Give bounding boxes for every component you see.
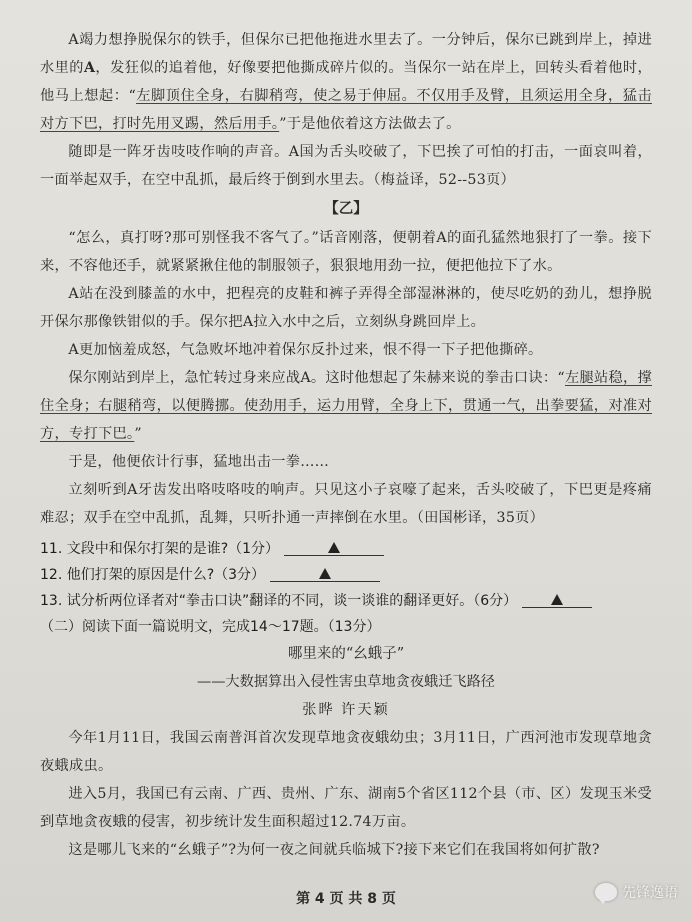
answer-blank-11[interactable] — [284, 539, 384, 556]
section-b-paragraph-6: 立刻听到A牙齿发出咯吱咯吱的响声。只见这小子哀嚎了起来，舌头咬破了，下巴更是疼痛难忍；双手在空中乱抓，乱舞，只听扑通一声摔倒在水里。（田国彬译，35页） — [40, 482, 652, 526]
question-12: 12. 他们打架的原因是什么?（3分） — [40, 562, 652, 588]
section-b-paragraph-5: 于是，他便依计行事，猛地出击一拳…… — [68, 454, 330, 470]
watermark-text: 先锋逸语 — [622, 885, 678, 901]
boxing-formula-underlined-a: 左脚顶住全身，右脚稍弯，使之易于伸屈。不仅用手及臂，且须运用全身，猛击对方下巴，打时先用叉踢，然后用手。 — [40, 88, 652, 132]
section-b-paragraph-3: A更加恼羞成怒，气急败坏地冲着保尔反扑过来，恨不得一下子把他撕碎。 — [68, 342, 543, 358]
part-two — [40, 614, 652, 864]
section-a — [40, 26, 652, 194]
wechat-logo-icon — [595, 883, 617, 901]
boxing-formula-underlined-b: 左腿站稳，撑住全身；右腿稍弯，以便腾挪。使劲用手，运力用臂，全身上下，贯通一气，出拳要猛，对准对方，专打下巴。 — [40, 370, 652, 442]
triangle-marker-icon — [328, 542, 340, 553]
section-b-paragraph-2: A站在没到膝盖的水中，把程亮的皮鞋和裤子弄得全部湿淋淋的，使尽吃奶的劲儿，想挣脱开保尔那像铁钳似的手。保尔把A拉入水中之后，立刻纵身跳回岸上。 — [40, 286, 652, 330]
section-b — [40, 224, 652, 532]
watermark — [595, 882, 678, 902]
article-subtitle: ——大数据算出入侵性害虫草地贪夜蛾迁飞路径 — [197, 674, 495, 690]
answer-blank-13[interactable] — [522, 591, 592, 608]
question-11: 11. 文段中和保尔打架的是谁?（1分） — [40, 536, 652, 562]
article-paragraph-1: 今年1月11日，我国云南普洱首次发现草地贪夜蛾幼虫；3月11日，广西河池市发现草地贪夜蛾成虫。 — [40, 730, 652, 774]
section-a-paragraph-2: 随即是一阵牙齿吱吱作响的声音。A国为舌头咬破了，下巴挨了可怕的打击，一面哀叫着，一面举起双手，在空中乱抓，最后终于倒到水里去。（梅益译，52--53页） — [40, 144, 652, 188]
triangle-marker-icon — [319, 568, 331, 579]
article-authors: 张晔 许天颖 — [302, 702, 390, 718]
section-b-paragraph-4: 保尔刚站到岸上，急忙转过身来应战A。这时他想起了朱赫来说的拳击口诀：“左腿站稳，撑住全身；右腿稍弯，以便腾挪。使劲用手，运力用臂，全身上下，贯通一气，出拳要猛，对准对方，专打下巴。” — [40, 370, 652, 442]
questions — [40, 536, 652, 614]
article-paragraph-2: 进入5月，我国已有云南、广西、贵州、广东、湖南5个省区112个县（市、区）发现玉米受到草地贪夜蛾的侵害，初步统计发生面积超过12.74万亩。 — [40, 786, 652, 830]
answer-blank-12[interactable] — [270, 565, 380, 582]
page-number-footer: 第 4 页 共 8 页 — [296, 891, 396, 907]
section-a-paragraph-1: A竭力想挣脱保尔的铁手，但保尔已把他拖进水里去了。一分钟后，保尔已跳到岸上，掉进水里的A，发狂似的追着他，好像要把他撕成碎片似的。当保尔一站在岸上，回转头看着他时，他马上想起：“左脚顶住全身，右脚稍弯，使之易于伸屈。不仅用手及臂，且须运用全身，猛击对方下巴，打时先用叉踢，然后用手。”于是他依着这方法做去了。 — [40, 32, 652, 132]
section-b-paragraph-1: “怎么，真打呀?那可别怪我不客气了。”话音刚落，便朝着A的面孔猛然地狠打了一拳。接下来，不容他还手，就紧紧揪住他的制服领子，狠狠地用劲一拉，便把他拉下了水。 — [40, 230, 652, 274]
section-b-heading: 【乙】 — [324, 200, 368, 217]
part-two-instruction: （二）阅读下面一篇说明文，完成14～17题。（13分） — [40, 619, 381, 635]
question-13: 13. 试分析两位译者对“拳击口诀”翻译的不同，谈一谈谁的翻译更好。（6分） — [40, 588, 652, 614]
article-title: 哪里来的“幺蛾子” — [287, 646, 405, 662]
triangle-marker-icon — [551, 594, 563, 605]
article-paragraph-3: 这是哪儿飞来的“幺蛾子”?为何一夜之间就兵临城下?接下来它们在我国将如何扩散? — [68, 842, 600, 858]
